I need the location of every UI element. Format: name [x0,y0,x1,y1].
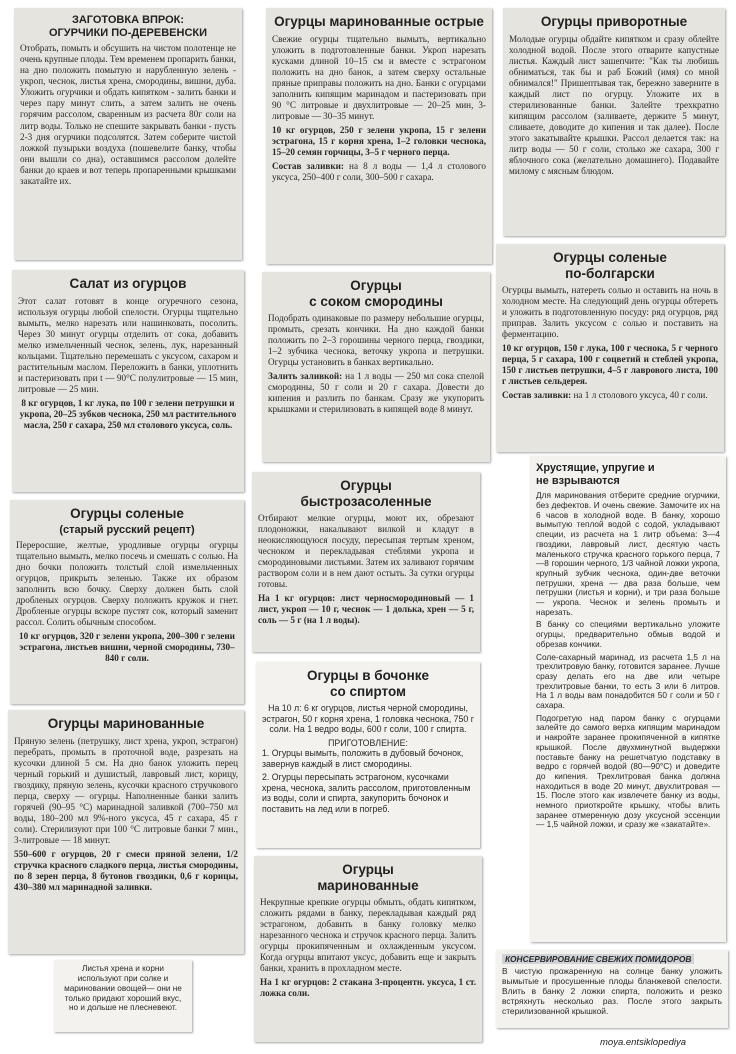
clipping-body: В банку со специями вертикально уложите огурцы, предварительно обмыв водой и обрезав кончики. [536,619,720,649]
clipping-body: Свежие огурцы тщательно вымыть, вертикально уложить в подготовленные банки. Укроп нарезать кусками длиной 10–15 см и вместе с эстрагоном положить на дно банок, а затем сверху остальные пряные приправы положить на дно. Банки с огурцами заполнить кипящим маринадом и пастеризовать при 90 °С литровые и двухлитровые — 20–25 мин, 3-литровые — 30–35 минут. [272,33,486,121]
recipe-clipping-village-pickles [14,8,242,260]
clipping-title: Огурцы маринованные [47,716,205,731]
recipe-clipping-old-russian [10,500,244,704]
clipping-title: Хрустящие, упругие и не взрываются [536,462,655,487]
fill-text: на 8 л воды — 1,4 л столового уксуса, 250–400 г соли, 300–500 г сахара. [272,160,486,182]
tip-clipping-horseradish [54,960,192,1032]
clipping-body: Огурцы вымыть, натереть солью и оставить на ночь в холодном месте. На следующий день огурцы обтереть и уложить в подготовленную посуду: ряд огурцов, ряд приправ. Залить уксусом с солью и поставить на ферментацию. [502,285,718,340]
fill-label: Состав заливки: [502,390,572,401]
recipe-clipping-crunchy [530,456,726,942]
fill-label: Залить заливкой: [268,371,343,382]
recipe-clipping-love-cucumbers [503,8,725,236]
recipe-clipping-marinated-vinegar [254,856,482,1042]
prep-step-2: 2. Огурцы пересыпать эстрагоном, кусочками хрена, чеснока, залить рассолом, приготовленным из воды, соли и спирта, закупорить бочонок и поставить на лед или в погреб. [262,772,471,814]
recipe-clipping-cucumber-salad [12,270,244,492]
clipping-body: Некрупные крепкие огурцы обмыть, обдать кипятком, сложить рядами в банку, перекладывая каждый ряд эстрагоном, добавить в банку головку мелко нарезанного чеснока и стручок красного перца. Залить огурцы прокипяченным и охлажденным уксусом. Когда огурцы впитают уксус, добавить еще и закрыть банки, хранить в прохладном месте. [260,897,476,974]
clipping-body: Для маринования отберите средние огурчики, без дефектов. И очень свежие. Замочите их на 6 часов в холодной воде. В банку, хорошо вымытую теплой водой с содой, укладывают специи, из расчета на 1 литр объема: 3—4 гвоздики, лавровый лист, десятую часть маленького стручка красного горького перца, 7—8 горошин черного, 1/3 чайной ложки укропа, крупный зубчик чеснока, один-две веточки петрушки, хрена — два раза больше, чем петрушки (листья и корни), и три раза больше — укропа. Чеснок и зелень промыть и нарезать. [536,490,720,617]
clipping-body: Листья хрена и корни используют при солке и мариновании овощей— они не только придают хороший вкус, но и дольше не плесневеют. [64,964,182,1013]
clipping-title: Огурцы быстрозасоленные [300,478,432,509]
fill-label: Состав заливки: [272,160,344,171]
clipping-body: На 10 л: 6 кг огурцов, листья черной смородины, эстрагон, 50 г корня хрена, 1 головка чеснока, 750 г соли. На 1 ведро воды, 600 г соли, 100 г спирта. [262,703,474,735]
clipping-body: Подобрать одинаковые по размеру небольшие огурцы, промыть, срезать кончики. На дно каждой банки положить по 2–3 горошины черного перца, гвоздики, 1–2 зубчика чеснока, веточку укропа и петрушки. Огурцы установить в банках вертикально. [268,313,484,368]
clipping-body: Отобрать, помыть и обсушить на чистом полотенце не очень крупные плоды. Тем временем пропарить банки, на дно положить помытую и нарубленную зелень - укроп, чеснок, листья хрена, смородины, вишни, дуба. Уложить огурчики и обдать кипятком - залить банки и через пару минут слить, а затем залить не очень горячим рассолом, сваренным из расчета 80г соли на литр воды. Только не спешите закрывать банки - пусть 2-3 дня огурчики подсолятся. Затем соберите чистой ложкой пузырьки воздуха (пошевелите банку, чтобы они вышли со дна), оставшимся рассолом долейте банки до краев и вот теперь пропаренными крышками закатайте их. [20,43,236,186]
clipping-title: Огурцы маринованные острые [274,14,484,29]
clipping-ingredients: 10 кг огурцов, 150 г лука, 100 г чеснока, 5 г черного перца, 5 г сахара, 100 г соцветий и стеблей укропа, 150 г листьев петрушки, 4–5 г лаврового листа, 100 г листьев сельдерея. [502,343,718,387]
clipping-body: Молодые огурцы обдайте кипятком и сразу облейте холодной водой. После этого отварите капустные листья. Каждый лист зашепчите: "Как ты любишь обниматься, так бы и раб Божий (имя) со мной обнимался!" Пришептывая так, бережно заверните в каждый лист по огурцу. Уложите их в стерилизованные банки. Залейте трехкратно кипящим рассолом (заливаете, держите 5 минут, сливаете, доводите до кипения и так далее). После этого закатывайте крышки. Рассол делается так: на литр воды — 50 г соли, столько же сахара, 300 г яблочного сока (желательно домашнего). Подавайте милому с мясным блюдом. [509,33,719,176]
clipping-title: Огурцы соленые по-болгарски [553,250,667,281]
clipping-body: Отбирают мелкие огурцы, моют их, обрезают плодоножки, накалывают вилкой и кладут в неокисляющуюся посуду, пересыпая тертым хреном, чесноком и перекладывая стеблями укропа и смородиновыми листьями. Затем их заливают горячим раствором соли и в нем дают остыть. За сутки огурцы готовы. [258,513,474,590]
clipping-subtitle: (старый русский рецепт) [59,523,195,536]
recipe-clipping-marinated [8,710,244,954]
watermark: moya.entsiklopediya [600,1037,687,1048]
recipe-clipping-barrel-alcohol [256,662,480,848]
fill-text: на 1 л столового уксуса, 40 г соли. [571,390,708,401]
clipping-body: Этот салат готовят в конце огуречного сезона, используя огурцы любой спелости. Огурцы тщательно вымыть, мелко нарезать или нашинковать, посолить. Через 30 минут огурцы отделить от сока, добавить мелко измельченный чеснок, зелень, лук, нарезанный кольцами. Тщательно перемешать с уксусом, сахаром и растительным маслом. Переложить в банки, уплотнить и пастеризовать при t — 90°С полулитровые — 15 мин, литровые — 25 мин. [18,295,238,394]
recipe-clipping-quick-salted [252,472,480,652]
clipping-body: Подогретую над паром банку с огурцами залейте до самого верха кипящим маринадом и накройте заранее прокипяченной в кипятке крышкой. После двухминутной выдержки поставьте банку на решетчатую подставку в ведро с горячей водой (80—90°С) и доведите до кипения. Трехлитровая банка должна находиться в воде 20 минут, двухлитровая — 15. После этого как извлечете банку из воды, немного приоткройте крышку, чтобы влить заранее отмеренную дозу уксусной эссенции — 1,5 чайной ложки, и сразу же «закатайте». [536,712,720,830]
recipe-clipping-bulgarian-style [496,244,724,452]
clipping-ingredients: На 1 кг огурцов: 2 стакана 3-процентн. уксуса, 1 ст. ложка соли. [260,977,476,999]
clipping-ingredients: На 1 кг огурцов: лист черносмородиновый — 1 лист, укроп — 10 г, чеснок — 1 долька, хрен — 5 г, соль — 5 г (на 1 л воды). [258,593,474,626]
clipping-body: Пряную зелень (петрушку, лист хрена, укроп, эстрагон) перебрать, промыть в проточной воде, разрезать на кусочки длиной 5 см. На дно банок уложить перец черный горький и душистый, лавровый лист, корицу, гвоздику, пряную зелень, кусочки красного стручкового перца, сверху — огурцы. Наполненные банки залить горячей (90–95 °С) маринадной заливкой (700–750 мл воды, 180–200 мл 9%-ного уксуса, 45 г сахара, 45 г соли). Стерилизуют при 100 °С литровые банки 7 мин., 3-литровые — 18 минут. [14,735,238,845]
clipping-title: Огурцы в бочонке со спиртом [306,668,430,699]
prep-label: ПРИГОТОВЛЕНИЕ: [328,737,408,748]
clipping-title: Огурцы приворотные [540,14,688,29]
recipe-clipping-currant-juice [262,272,490,462]
clipping-ingredients: 10 кг огурцов, 250 г зелени укропа, 15 г зелени эстрагона, 15 г корня хрена, 1–2 головки чеснока, 15–20 семян горчицы, 3–5 г черного перца. [272,124,486,157]
clipping-title: Огурцы маринованные [317,862,419,893]
recipe-clipping-fresh-tomatoes [496,950,728,1028]
clipping-ingredients: 10 кг огурцов, 320 г зелени укропа, 200–300 г зелени эстрагона, листьев вишни, черной смородины, 730–840 г соли. [19,631,235,664]
clipping-title: Огурцы соленые [70,506,184,521]
clipping-body: В чистую прожаренную на солнце банку уложить вымытые и просушенные плоды бланжевой спелости. Влить в банку 2 ложки спирта, положить и резко встряхнуть несколько раз. После этого закрыть стерилизованной крышкой. [502,966,722,1017]
prep-step-1: 1. Огурцы вымыть, положить в дубовый бочонок, завернув каждый в лист смородины. [262,748,464,769]
recipe-clipping-spicy-marinated [266,8,492,264]
clipping-title: КОНСЕРВИРОВАНИЕ СВЕЖИХ ПОМИДОРОВ [502,954,694,964]
fill-text: на 1 л воды — 250 мл сока спелой смородины, 50 г соли и 20 г сахара. Довести до кипения и разлить по банкам. Сразу же укупорить крышками и стерилизовать в кипящей воде 8 минут. [268,371,485,415]
clipping-ingredients: 550–600 г огурцов, 20 г смеси пряной зелени, 1/2 стручка красного сладкого перца, листья смородины, по 8 зерен перца, 8 бутонов гвоздики, 0,6 г корицы, 430–380 мл маринадной заливки. [14,848,238,892]
clipping-title: Огурцы с соком смородины [309,278,443,309]
clipping-title: Салат из огурцов [69,276,187,291]
clipping-body: Переросшие, желтые, уродливые огурцы огурцы тщательно вымыть, мелко посечь и смешать с солью. На дно бочки положить толстый слой измельченных огурцов, прикрыть зеленью. Также их образом заполнить всю бочку. Сверху должен быть слой дробленых огурцов. Сверху положить кружок и гнет. Дробленые огурцы вскоре пустят сок, который заменит рассол. Солить обычным способом. [16,540,238,628]
clipping-ingredients: 8 кг огурцов, 1 кг лука, по 100 г зелени петрушки и укропа, 20–25 зубков чеснока, 250 мл растительного масла, 250 г сахара, 250 мл столового уксуса, соль. [19,397,237,430]
clipping-title: ЗАГОТОВКА ВПРОК: ОГУРЧИКИ ПО-ДЕРЕВЕНСКИ [48,14,208,39]
clipping-body: Соле-сахарный маринад, из расчета 1,5 л на трехлитровую банку, готовится заранее. Лучше сразу делать его на две или четыре трехлитровые банки, то есть 3 или 6 литров. На 1 л воды вам понадобится 50 г соли и 50 г сахара. [536,651,720,711]
